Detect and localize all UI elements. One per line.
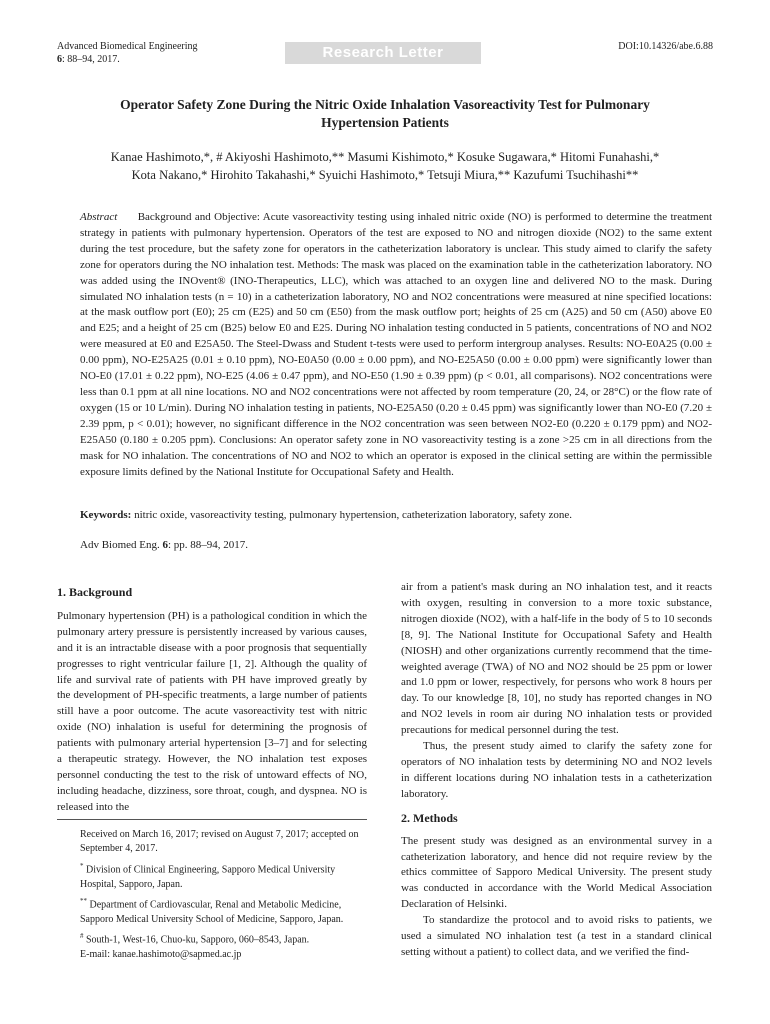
section-heading-background: 1. Background xyxy=(57,585,133,599)
affiliation-2: ** Department of Cardiovascular, Renal and Metabolic Medicine, Sapporo Medical University School of Medicine, Sapporo, Japan. xyxy=(80,896,344,925)
background-paragraph: Pulmonary hypertension (PH) is a pathological condition in which the pulmonary artery pressure is persistently increased by various causes, and it is an intractable disease with a poor prognosis that sequentially progresses to right ventricular failure [1, 2]. Although the quality of life and survival rate of patients with PH have improved greatly by the development of PH-specific treatments, a large number of patients still have a poor outcome. The acute vasoreactivity test with nitric oxide (NO) inhalation is useful for determining the prognosis of patients with pulmonary arterial hypertension [3–7] and for selecting a therapeutic strategy. However, the NO inhalation test exposes personnel conducting the test to the risk of untoward effects of NO, including headache, dizziness, sore throat, cough, and dyspnea. NO is released into the xyxy=(57,609,367,813)
section-heading-methods: 2. Methods xyxy=(401,810,458,825)
keywords-label: Keywords: xyxy=(80,509,132,521)
background-paragraph-2: Thus, the present study aimed to clarify the safety zone for operators of NO inhalation tests by determining NO and NO2 levels in different locations during NO inhalation tests in a catheterization laboratory. xyxy=(401,740,712,800)
footnotes xyxy=(80,828,367,962)
abstract xyxy=(80,210,712,480)
address-note: # South-1, West-16, Chuo-ku, Sapporo, 060–8543, Japan. xyxy=(80,932,310,946)
volume-pages: 6: 88–94, 2017. xyxy=(57,54,120,65)
footnote-rule xyxy=(57,819,367,820)
paper-title: Operator Safety Zone During the Nitric Oxide Inhalation Vasoreactivity Test for Pulmonary Hypertension Patients xyxy=(120,97,650,130)
doi: DOI:10.14326/abe.6.88 xyxy=(618,41,713,52)
abstract-label: Abstract xyxy=(80,211,118,223)
affiliation-1: * Division of Clinical Engineering, Sapporo Medical University Hospital, Sapporo, Japan. xyxy=(80,861,336,890)
keywords-text: nitric oxide, vasoreactivity testing, pulmonary hypertension, catheterization laboratory, safety zone. xyxy=(134,509,572,521)
abstract-text: Background and Objective: Acute vasoreactivity testing using inhaled nitric oxide (NO) is performed to determine the treatment strategy in patients with pulmonary hypertension. Operators of the test are exposed to NO and nitrogen dioxide (NO2) to the same extent during the test procedure, but the safety zone for operators in the catheterization laboratory is unclear. This study aimed to clarify the safety zone for operators during the NO inhalation test. Methods: The mask was placed on the examination table in the catheterization laboratory. NO was added using the INOvent® (INO-Therapeutics, LLC), which was attached to an oxygen line and delivered NO to the mask. During simulated NO inhalation tests (n = 10) in a catheterization laboratory, NO and NO2 concentrations were measured at nine specified locations: at the mask outflow port (E0); 25 cm (E25) and 50 cm (E50) from the mask outflow port; heights of 25 cm (A25) and 50 cm (A50) above E0 and E25; and a height of 25 cm (B25) below E0 and E25. During NO inhalation testing conducted in 5 patients, concentrations of NO and NO2 were measured at E0 and E25A50. The Steel-Dwass and Student t-tests were used to perform intergroup analyses. Results: NO-E0A25 (0.00 ± 0.00 ppm), NO-E25A25 (0.01 ± 0.10 ppm), NO-E0A50 (0.00 ± 0.00 ppm), and NO-E25A50 (0.00 ± 0.00 ppm) were significantly lower than NO-E0 (17.01 ± 0.22 ppm), NO-E25 (4.06 ± 0.47 ppm), and NO-E50 (1.90 ± 0.39 ppm) (p < 0.01, all comparisons). NO2 concentrations were less than 0.1 ppm at all nine locations. NO and NO2 concentrations were not affected by room temperature (20, 24, or 28°C) or the flow rate of oxygen (15 or 10 L/min). During NO inhalation testing in patients, NO-E25A50 (0.20 ± 0.45 ppm) was significantly lower than NO-E0 (7.20 ± 2.39 ppm, p < 0.01); however, no significant difference in the NO2 concentration was seen between NO2-E0 (0.220 ± 0.179 ppm) and NO2-E25A50 (0.180 ± 0.205 ppm). Conclusions: An operator safety zone in NO vasoreactivity testing is a zone >25 cm in all directions from the mask for NO inhalation. The concentrations of NO and NO2 to which an operator is exposed in the clinical setting are within the permissible exposure limits defined by the National Institute for Occupational Safety and Health. xyxy=(80,211,713,478)
article-type-banner: Research Letter xyxy=(285,42,481,64)
authors-line-2: Kota Nakano,* Hirohito Takahashi,* Syuichi Hashimoto,* Tetsuji Miura,** Kazufumi Tsuchihashi** xyxy=(131,168,639,182)
keywords xyxy=(80,508,712,523)
received-note: Received on March 16, 2017; revised on August 7, 2017; accepted on September 4, 2017. xyxy=(80,829,359,855)
citation: Adv Biomed Eng. 6: pp. 88–94, 2017. xyxy=(80,539,249,551)
left-column xyxy=(57,585,367,816)
right-column xyxy=(401,580,712,961)
journal-name: Advanced Biomedical Engineering xyxy=(57,41,198,52)
methods-paragraph-2: To standardize the protocol and to avoid risks to patients, we used a simulated NO inhalation test (a test in a standard clinical setting without a patient) to collect data, and we verified the find- xyxy=(401,914,712,958)
email-note: E-mail: kanae.hashimoto@sapmed.ac.jp xyxy=(80,948,242,960)
author-list xyxy=(70,148,700,184)
background-paragraph-continued: air from a patient's mask during an NO inhalation test, and it reacts with oxygen, resulting in conversion to a more toxic substance, nitrogen dioxide (NO2), with a half-life in the body of 5 to 10 seconds [8, 9]. The National Institute for Occupational Safety and Health (NIOSH) and other organizations currently recommend that the time-weighted average (TWA) of NO and NO2 should be 25 ppm or lower and 1.0 ppm or lower, respectively, for persons who work 8 hours per day. To our knowledge [8, 10], no study has reported changes in NO and NO2 levels in room air during NO inhalation tests or provided precautions for medical personnel during the test. xyxy=(401,581,712,737)
methods-paragraph-1: The present study was designed as an environmental survey in a catheterization laboratory, and hence did not require review by the ethics committee of Sapporo Medical University. The present study was conducted in accordance with the World Medical Association Declaration of Helsinki. xyxy=(401,834,712,911)
authors-line-1: Kanae Hashimoto,*, # Akiyoshi Hashimoto,** Masumi Kishimoto,* Kosuke Sugawara,* Hitomi Funahashi,* xyxy=(110,150,660,164)
journal-header xyxy=(57,40,198,66)
